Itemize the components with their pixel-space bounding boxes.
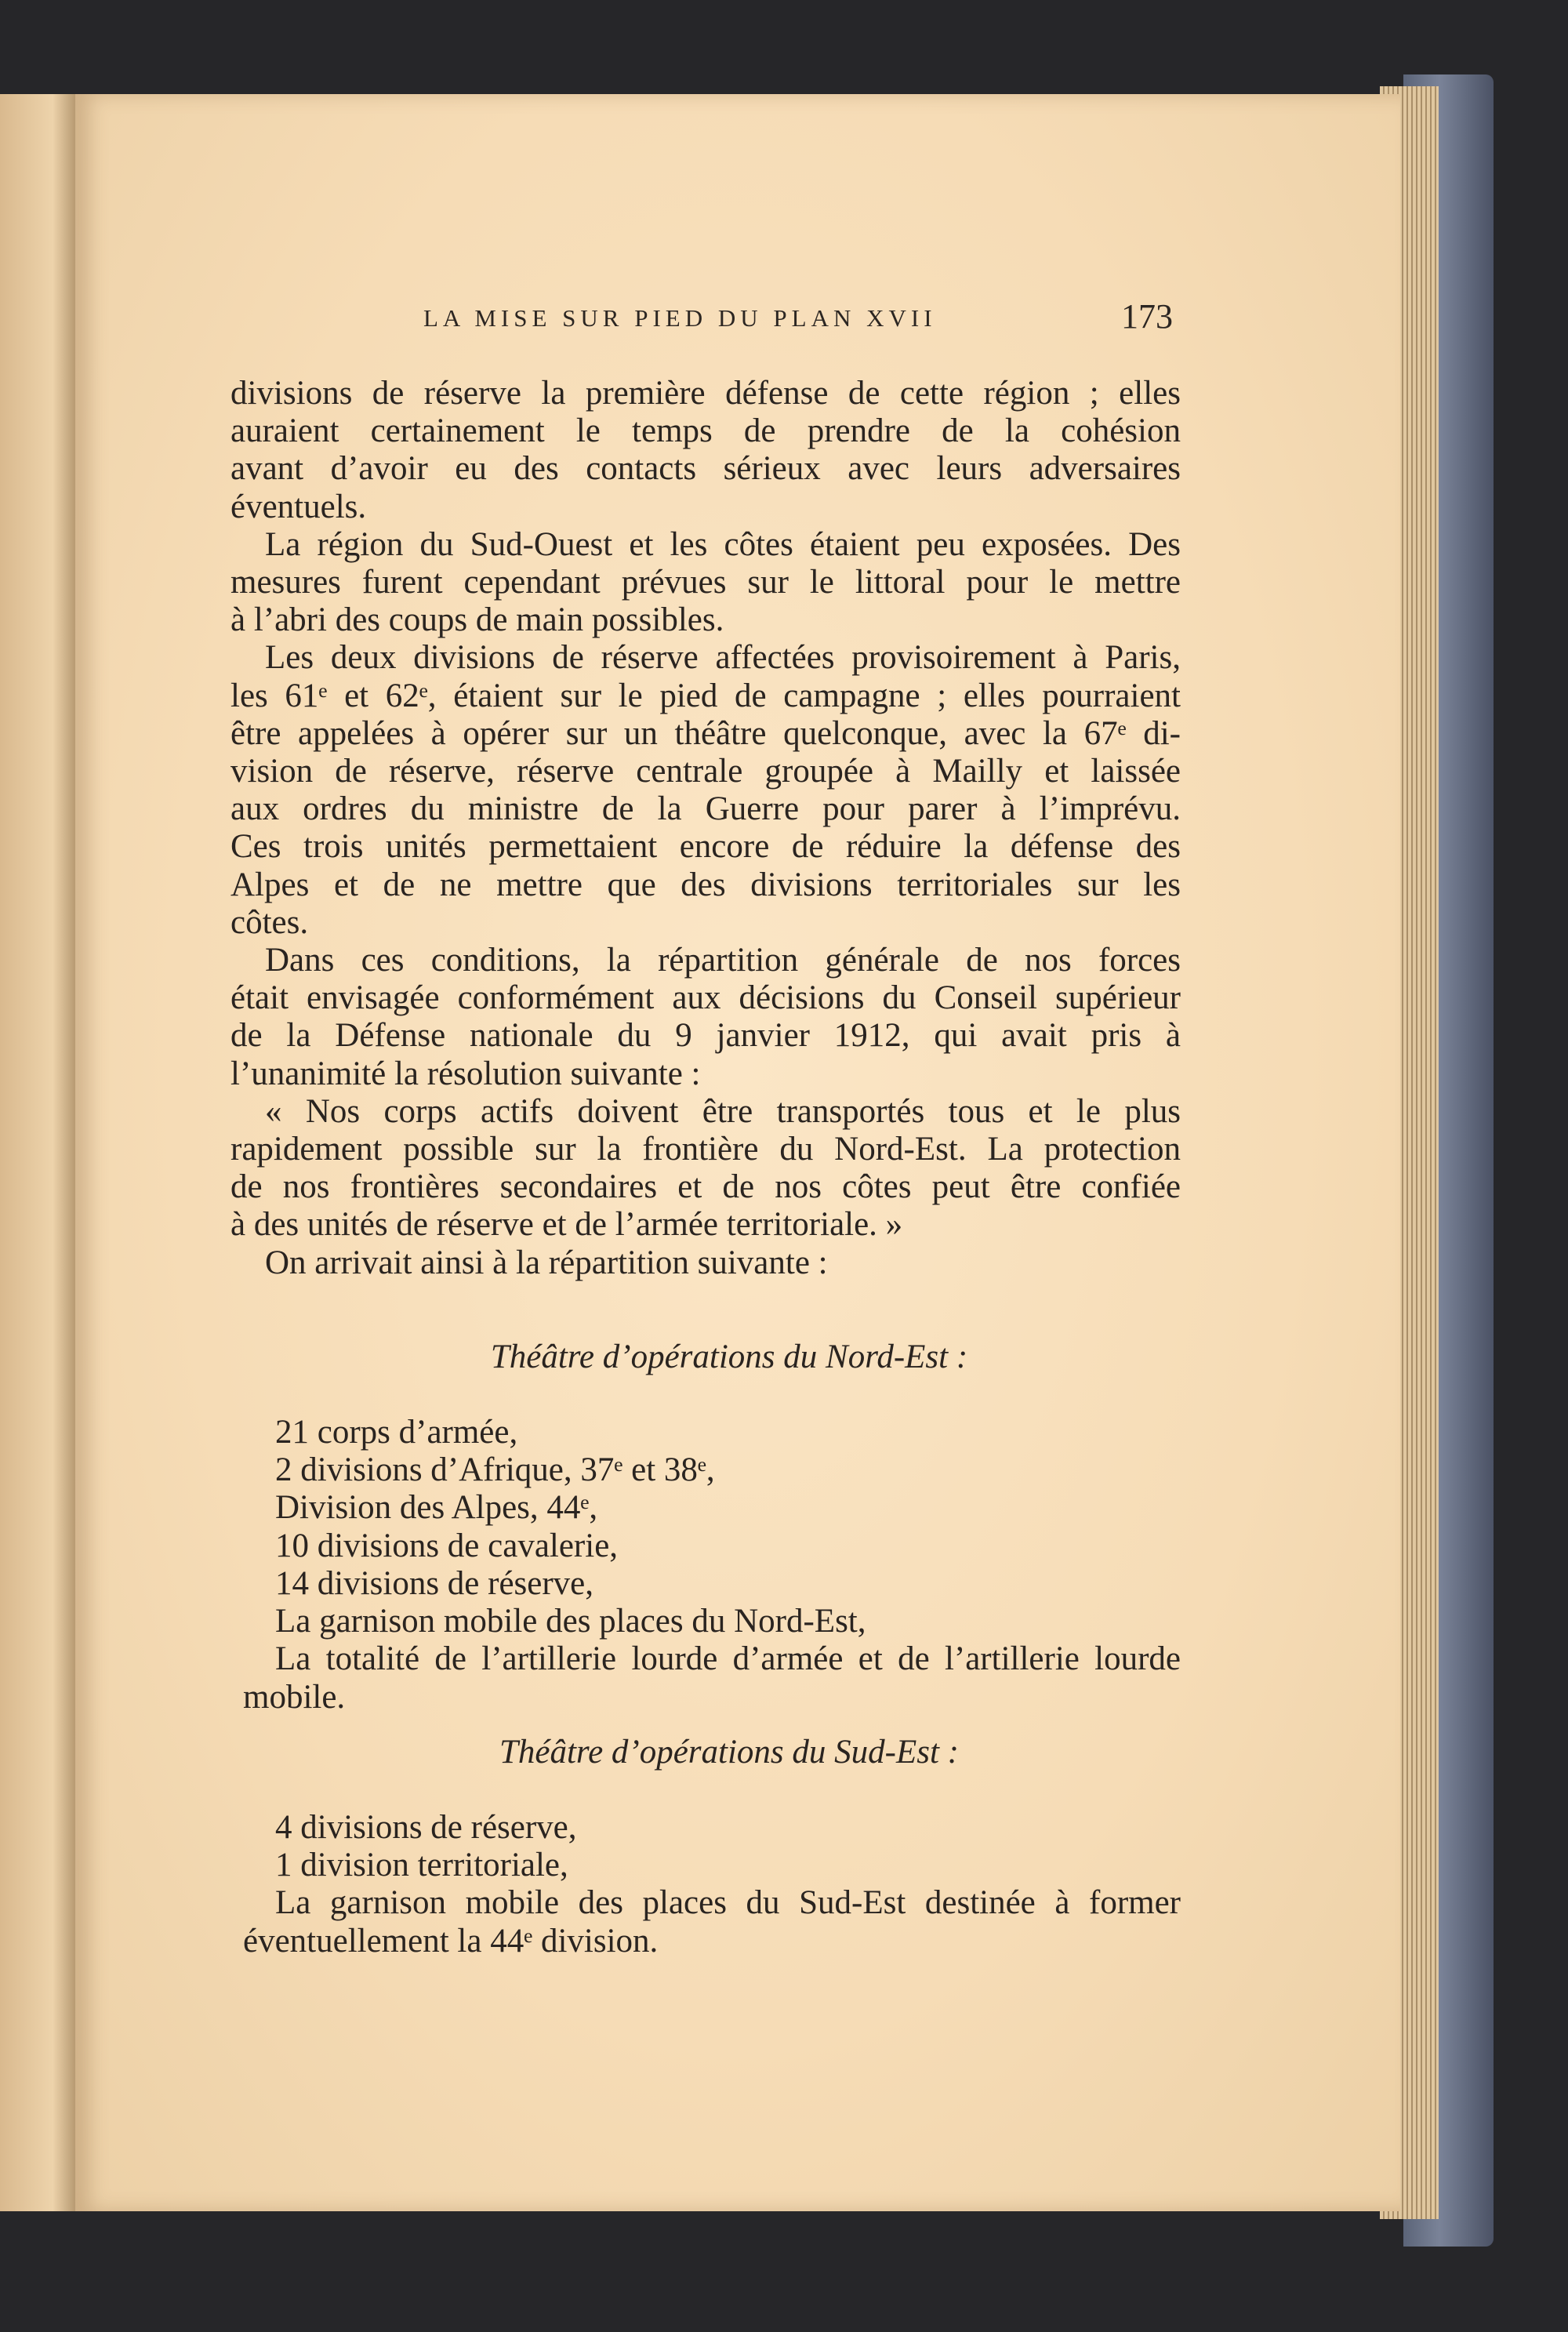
list-item: mobile. — [243, 1678, 346, 1716]
text-line: auraient certainement le temps de prendre de la cohésion — [230, 412, 1181, 450]
list-item: La totalité de l’artillerie lourde d’armée et de l’artillerie lourde — [275, 1640, 1181, 1678]
facing-page-edge — [0, 94, 75, 2211]
list-item: 4 divisions de réserve, — [275, 1808, 577, 1846]
text-line: Dans ces conditions, la répartition générale de nos forces — [265, 942, 1181, 979]
text-line: « Nos corps actifs doivent être transportés tous et le plus — [265, 1092, 1181, 1130]
list-item: 1 division territoriale, — [275, 1847, 568, 1884]
page-body — [230, 375, 1181, 1960]
text-line: était envisagée conformément aux décisions du Conseil supérieur — [230, 979, 1181, 1017]
text-line: Ces trois unités permettaient encore de réduire la défense des — [230, 828, 1181, 866]
text-line: être appelées à opérer sur un théâtre quelconque, avec la 67ᵉ di- — [230, 714, 1181, 752]
text-line: à des unités de réserve et de l’armée territoriale. » — [230, 1206, 903, 1244]
running-head: LA MISE SUR PIED DU PLAN XVII — [423, 304, 937, 332]
text-line: Alpes et de ne mettre que des divisions territoriales sur les — [230, 866, 1181, 903]
text-line: divisions de réserve la première défense de cette région ; elles — [230, 375, 1181, 412]
text-line: Les deux divisions de réserve affectées provisoirement à Paris, — [265, 639, 1181, 677]
text-line: vision de réserve, réserve centrale groupée à Mailly et laissée — [230, 753, 1181, 790]
text-line: mesures furent cependant prévues sur le littoral pour le mettre — [230, 564, 1181, 601]
main-text — [230, 375, 1181, 1282]
list-item: 21 corps d’armée, — [275, 1414, 518, 1451]
text-line: avant d’avoir eu des contacts sérieux avec leurs adversaires — [230, 450, 1181, 488]
text-line: côtes. — [230, 903, 309, 941]
section-heading-nord-est: Théâtre d’opérations du Nord-Est : — [490, 1338, 968, 1375]
text-line: aux ordres du ministre de la Guerre pour parer à l’imprévu. — [230, 790, 1181, 828]
text-line: La région du Sud-Ouest et les côtes étaient peu exposées. Des — [265, 525, 1181, 563]
text-line: l’unanimité la résolution suivante : — [230, 1055, 701, 1092]
sud-est-list — [230, 1809, 1181, 1960]
nord-est-list — [230, 1414, 1181, 1716]
text-line: On arrivait ainsi à la répartition suivante : — [265, 1244, 828, 1281]
text-line: éventuels. — [230, 488, 367, 525]
list-item: 14 divisions de réserve, — [275, 1564, 594, 1602]
text-line: de la Défense nationale du 9 janvier 1912, qui avait pris à — [230, 1017, 1181, 1055]
text-line: de nos frontières secondaires et de nos côtes peut être confiée — [230, 1168, 1181, 1206]
text-line: rapidement possible sur la frontière du Nord-Est. La protection — [230, 1131, 1181, 1168]
list-item: 2 divisions d’Afrique, 37ᵉ et 38ᵉ, — [275, 1451, 715, 1489]
text-line: à l’abri des coups de main possibles. — [230, 601, 724, 639]
list-item: 10 divisions de cavalerie, — [275, 1527, 619, 1564]
section-heading-sud-est: Théâtre d’opérations du Sud-Est : — [499, 1733, 960, 1771]
list-item: La garnison mobile des places du Nord-Est, — [275, 1603, 866, 1640]
list-item: Division des Alpes, 44ᵉ, — [275, 1489, 598, 1527]
list-item: éventuellement la 44ᵉ division. — [243, 1922, 659, 1960]
text-line: les 61ᵉ et 62ᵉ, étaient sur le pied de campagne ; elles pourraient — [230, 677, 1181, 714]
page-number: 173 — [1121, 297, 1173, 336]
list-item: La garnison mobile des places du Sud-Est destinée à former — [275, 1884, 1181, 1922]
